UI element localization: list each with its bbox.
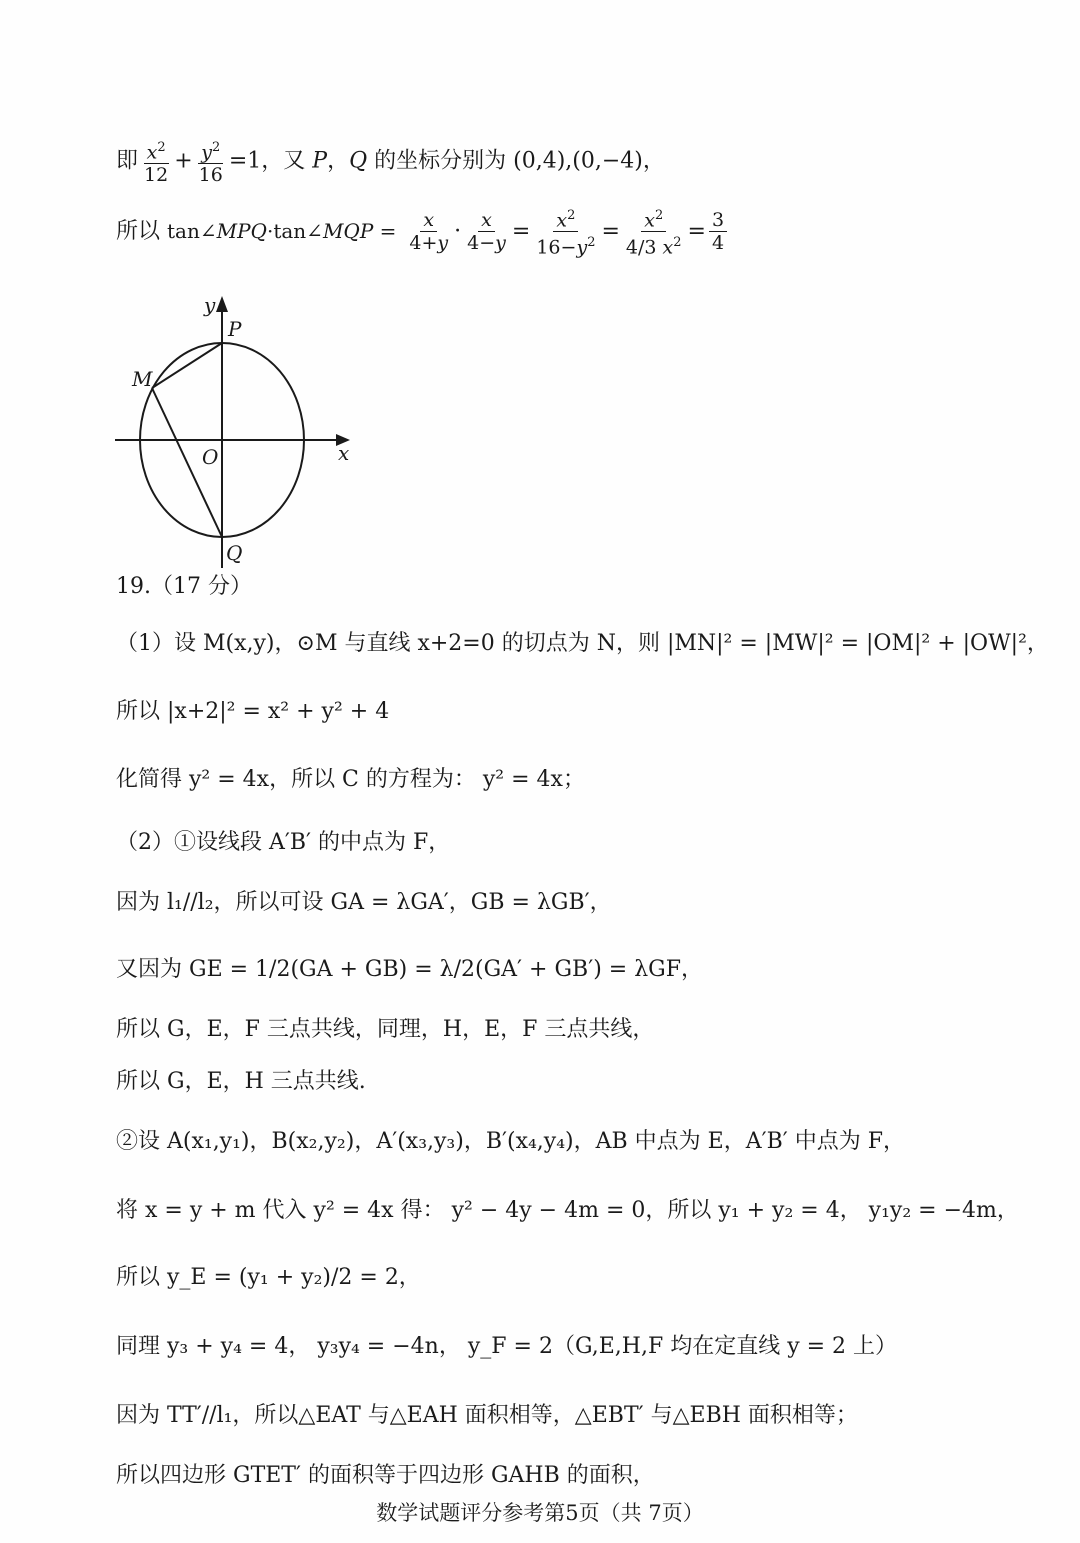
label-o: O <box>202 445 219 469</box>
page-footer: 数学试题评分参考第5页（共 7页） <box>376 1501 704 1525</box>
line-tan-product: 所以 tan∠MPQ·tan∠MQP = $\frac{x}{4+y}$ · $\frac{x}{4-y}$ = $\frac{x^2}{16-y^2}$ = $\frac{x^2}{4/3 x^2}$ = $\frac{3}{4}$ <box>116 205 730 259</box>
part2-line4: 所以 G，E，F 三点共线，同理，H，E，F 三点共线， <box>116 1017 655 1042</box>
part2-line3: 又因为 GE = 1/2(GA + GB) = λ/2(GA′ + GB′) = λGF， <box>116 957 703 982</box>
part2-line6: ②设 A(x₁,y₁)，B(x₂,y₂)，A′(x₃,y₃)，B′(x₄,y₄)，AB 中点为 E，A′B′ 中点为 F， <box>116 1129 906 1154</box>
label-x: x <box>338 441 350 465</box>
label-p: P <box>228 317 242 341</box>
part2-line5: 所以 G，E，H 三点共线. <box>116 1069 366 1094</box>
ellipse-figure <box>110 290 370 580</box>
part2-line8: 所以 y_E = (y₁ + y₂)/2 = 2， <box>116 1265 421 1290</box>
part2-line7: 将 x = y + m 代入 y² = 4x 得： y² − 4y − 4m = 0，所以 y₁ + y₂ = 4， y₁y₂ = −4m， <box>116 1198 1019 1223</box>
y-axis-arrow-icon <box>216 296 228 312</box>
part2-line1: （2）①设线段 A′B′ 的中点为 F， <box>116 830 451 855</box>
line-ellipse-equation: 即 $\frac{x^2}{12}$ + $\frac{y^2}{16}$ =1，又 P，Q 的坐标分别为 (0,4),(0,−4)， <box>116 137 665 186</box>
label-m: M <box>132 367 153 391</box>
part1-line2: 所以 |x+2|² = x² + y² + 4 <box>116 699 390 724</box>
segment-mp <box>152 343 222 388</box>
part2-line11: 所以四边形 GTET′ 的面积等于四边形 GAHB 的面积， <box>116 1463 655 1488</box>
part1-line3: 化简得 y² = 4x，所以 C 的方程为： y² = 4x； <box>116 767 585 792</box>
part2-line2: 因为 l₁//l₂，所以可设 GA = λGA′，GB = λGB′， <box>116 890 612 915</box>
part2-line10: 因为 TT′//l₁，所以△EAT 与△EAH 面积相等，△EBT′ 与△EBH 面积相等； <box>116 1403 858 1428</box>
part2-line9: 同理 y₃ + y₄ = 4， y₃y₄ = −4n， y_F = 2（G,E,H,F 均在定直线 y = 2 上） <box>116 1334 898 1359</box>
question-19-header: 19.（17 分） <box>116 574 252 599</box>
label-y: y <box>204 293 216 317</box>
label-q: Q <box>226 541 243 565</box>
part1-line1: （1）设 M(x,y)，⊙M 与直线 x+2=0 的切点为 N，则 |MN|² = |MW|² = |OM|² + |OW|²， <box>116 631 1049 656</box>
